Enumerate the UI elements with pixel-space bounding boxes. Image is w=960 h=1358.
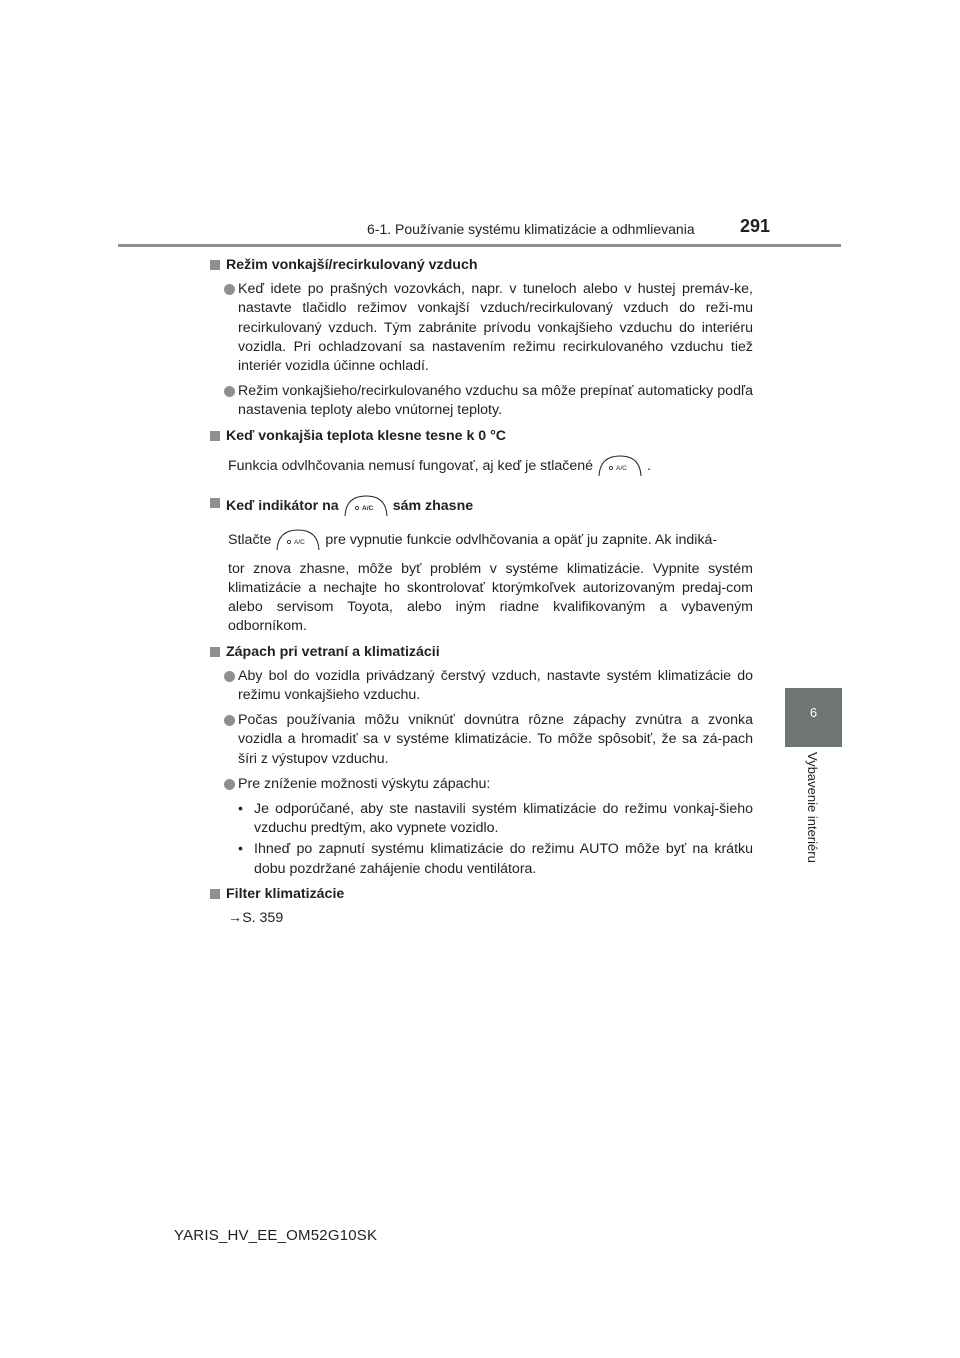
square-bullet-icon (210, 498, 220, 508)
circle-bullet-icon (224, 386, 235, 397)
sub-list-item: • Ihneď po zapnutí systému klimatizácie do režimu AUTO môže byť na krátku dobu pozdržané zahájenie chodu ventilátora. (238, 841, 753, 877)
square-bullet-icon (210, 647, 220, 657)
bullet-item: Režim vonkajšieho/recirkulovaného vzduchu sa môže prepínať automaticky podľa nastavenia teploty alebo vnútornej teploty. (210, 382, 753, 420)
bullet-item: Počas používania môžu vniknúť dovnútra rôzne zápachy zvnútra a zvonka vozidla a hromadiť sa v systéme klimatizácie. To môže spôsobiť, že sa zá-pach šíri z výstupov vzduchu. (210, 711, 753, 769)
ac-button-icon (597, 454, 643, 478)
sub-list-item: • Je odporúčané, aby ste nastavili systém klimatizácie do režimu vonkaj-šieho vzduchu predtým, ako vypnete vozidlo. (238, 801, 753, 837)
chapter-tab[interactable] (785, 688, 842, 747)
bullet-marker: • (238, 801, 243, 818)
document-code: YARIS_HV_EE_OM52G10SK (174, 1227, 378, 1244)
page-reference-link[interactable]: →S. 359 (228, 910, 284, 927)
svg-text:A/C: A/C (294, 538, 306, 546)
ac-button-icon (343, 494, 389, 518)
paragraph: tor znova zhasne, môže byť problém v systéme klimatizácie. Vypnite systém klimatizácie a nechajte ho skontrolovať ktorýmkoľvek autorizovaným predaj-com alebo servisom Toyota, alebo iným riadne kvalifikovaným a vybaveným odborníkom. (228, 560, 753, 635)
bullet-marker: • (238, 841, 243, 858)
main-content (210, 256, 753, 934)
bullet-item: Aby bol do vozidla privádzaný čerstvý vzduch, nastavte systém klimatizácie do režimu vonkajšieho vzduchu. (210, 667, 753, 705)
bullet-item: Pre zníženie možnosti výskytu zápachu: (210, 775, 753, 794)
chapter-number: 6 (809, 705, 818, 720)
paragraph: Funkcia odvlhčovania nemusí fungovať, aj keď je stlačené A/C . (210, 454, 753, 478)
svg-text:A/C: A/C (361, 504, 373, 512)
circle-bullet-icon (224, 715, 235, 726)
ac-button-icon (275, 528, 321, 552)
section-heading: Zápach pri vetraní a klimatizácii (210, 643, 753, 662)
chapter-label: Vybavenie interiéru (805, 752, 820, 863)
square-bullet-icon (210, 431, 220, 441)
bullet-item: Keď idete po prašných vozovkách, napr. v tuneloch alebo v hustej premáv-ke, nastavte tlačidlo režimov vonkajší vzduch/recirkulovaný vzduch do reži-mu recirkulovaný vzduch. Tým zabránite prívodu vonkajšieho vzduchu do interiéru vozidla. Pri ochladzovaní sa nastavením režimu recirkulovaného vzduchu tiež interiér vozidla účinne ochladí. (210, 280, 753, 376)
square-bullet-icon (210, 260, 220, 270)
section-heading: Keď vonkajšia teplota klesne tesne k 0 °C (210, 427, 753, 446)
circle-bullet-icon (224, 671, 235, 682)
section-title: 6-1. Používanie systému klimatizácie a odhmlievania (367, 221, 695, 237)
circle-bullet-icon (224, 779, 235, 790)
section-heading: Režim vonkajší/recirkulovaný vzduch (210, 256, 753, 275)
paragraph: Stlačte A/C pre vypnutie funkcie odvlhčovania a opäť ju zapnite. Ak indiká- (210, 528, 753, 552)
svg-text:A/C: A/C (616, 464, 627, 472)
circle-bullet-icon (224, 284, 235, 295)
section-heading: Filter klimatizácie (210, 885, 753, 904)
square-bullet-icon (210, 889, 220, 899)
page-number: 291 (740, 216, 771, 236)
section-heading: Keď indikátor na A/C sám zhasne (210, 494, 753, 518)
header-divider (118, 244, 841, 247)
